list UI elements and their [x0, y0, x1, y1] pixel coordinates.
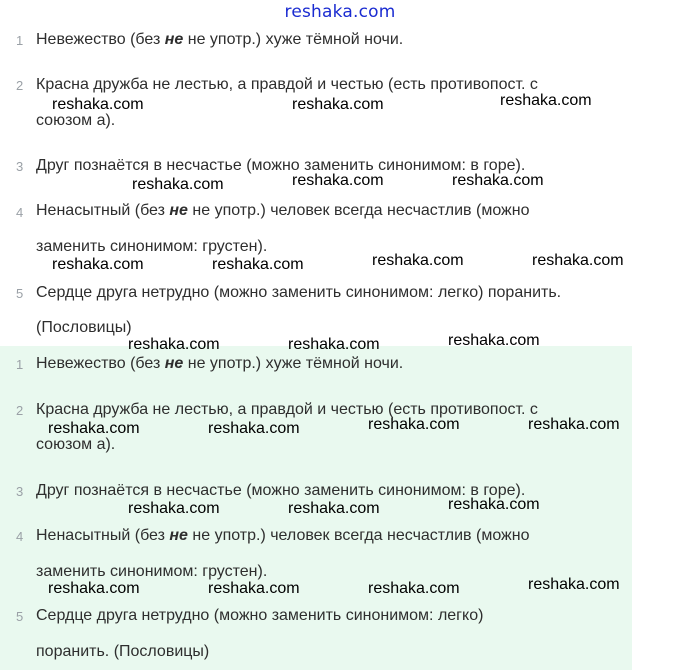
item-text: Друг познаётся в несчастье (можно заменить синонимом: в горе). [36, 157, 526, 174]
item-text-continuation: поранить. (Пословицы) [36, 643, 210, 660]
watermark: reshaka.com [48, 420, 140, 437]
site-logo[interactable]: reshaka.com [284, 2, 396, 22]
item-text: Ненасытный (без не не употр.) человек всегда несчастлив (можно [36, 202, 530, 219]
watermark: reshaka.com [212, 256, 304, 273]
watermark: reshaka.com [448, 496, 540, 513]
item-number: 3 [16, 484, 24, 499]
watermark: reshaka.com [448, 332, 540, 349]
item-text-continuation: заменить синонимом: грустен). [36, 238, 268, 255]
watermark: reshaka.com [288, 336, 380, 353]
item-text: Красна дружба не лестью, а правдой и честью (есть противопост. с [36, 76, 538, 93]
item-text-continuation: союзом а). [36, 112, 116, 129]
item-number: 3 [16, 159, 24, 174]
item-text-continuation: заменить синонимом: грустен). [36, 563, 268, 580]
item-number: 4 [16, 205, 24, 220]
watermark: reshaka.com [128, 500, 220, 517]
item-number: 1 [16, 357, 24, 372]
item-text-continuation: (Пословицы) [36, 319, 132, 336]
item-text: Ненасытный (без не не употр.) человек всегда несчастлив (можно [36, 527, 530, 544]
watermark: reshaka.com [368, 580, 460, 597]
watermark: reshaka.com [368, 416, 460, 433]
watermark: reshaka.com [528, 576, 620, 593]
item-text: Невежество (без не не употр.) хуже тёмной ночи. [36, 31, 404, 48]
item-number: 5 [16, 286, 24, 301]
item-text: Красна дружба не лестью, а правдой и честью (есть противопост. с [36, 401, 538, 418]
watermark: reshaka.com [52, 96, 144, 113]
item-number: 2 [16, 403, 24, 418]
watermark: reshaka.com [52, 256, 144, 273]
watermark: reshaka.com [528, 416, 620, 433]
watermark: reshaka.com [500, 92, 592, 109]
watermark: reshaka.com [452, 172, 544, 189]
watermark: reshaka.com [292, 96, 384, 113]
item-number: 5 [16, 609, 24, 624]
watermark: reshaka.com [208, 580, 300, 597]
watermark: reshaka.com [292, 172, 384, 189]
item-number: 4 [16, 529, 24, 544]
watermark: reshaka.com [532, 252, 624, 269]
watermark: reshaka.com [208, 420, 300, 437]
watermark: reshaka.com [128, 336, 220, 353]
item-text: Друг познаётся в несчастье (можно заменить синонимом: в горе). [36, 482, 526, 499]
watermark: reshaka.com [288, 500, 380, 517]
item-number: 1 [16, 33, 24, 48]
item-text: Сердце друга нетрудно (можно заменить синонимом: легко) [36, 607, 484, 624]
item-text: Невежество (без не не употр.) хуже тёмной ночи. [36, 355, 404, 372]
item-text: Сердце друга нетрудно (можно заменить синонимом: легко) поранить. [36, 284, 562, 301]
watermark: reshaka.com [48, 580, 140, 597]
item-text-continuation: союзом а). [36, 436, 116, 453]
watermark: reshaka.com [132, 176, 224, 193]
watermark: reshaka.com [372, 252, 464, 269]
item-number: 2 [16, 78, 24, 93]
